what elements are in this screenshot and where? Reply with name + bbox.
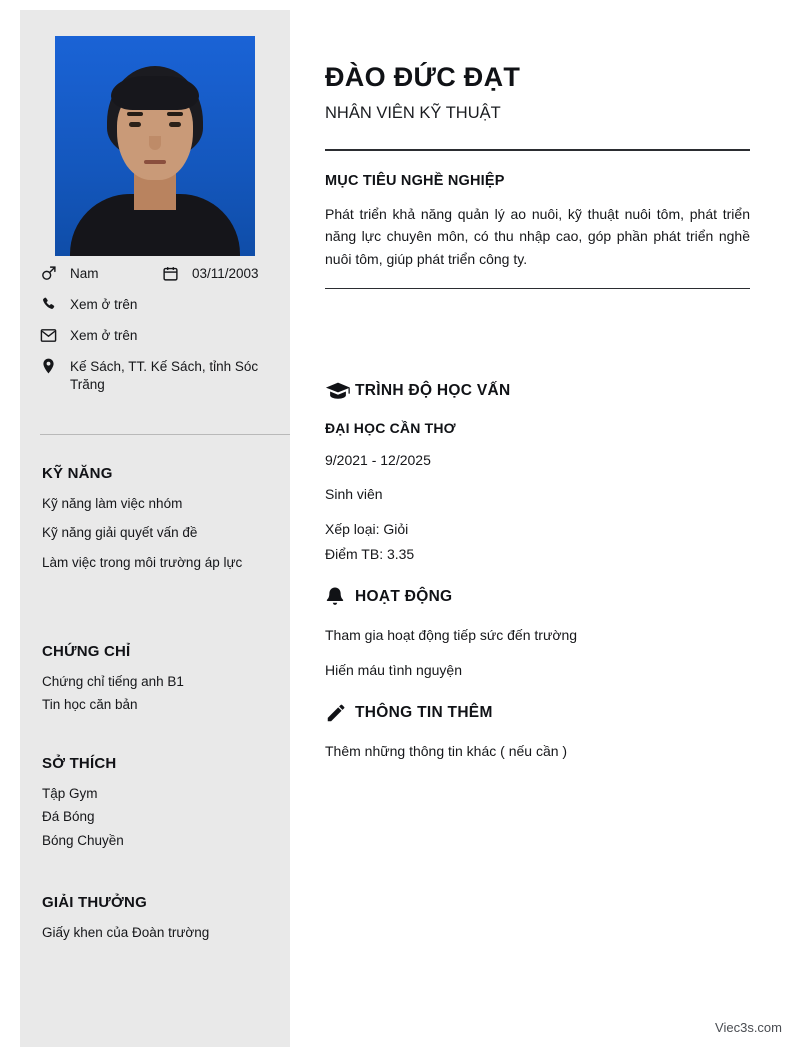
email-value: Xem ở trên — [70, 327, 138, 343]
list-item: Kỹ năng làm việc nhóm — [42, 496, 183, 511]
phone-icon — [40, 296, 62, 313]
education-role: Sinh viên — [325, 486, 383, 503]
activity-item: Tham gia hoạt động tiếp sức đến trường — [325, 627, 578, 644]
contact-row — [40, 296, 280, 314]
education-classification: Xếp loại: Giỏi — [325, 520, 409, 537]
additional-title: THÔNG TIN THÊM — [355, 703, 493, 721]
sidebar — [20, 10, 290, 1047]
additional-header — [325, 702, 777, 724]
page-title: ĐÀO ĐỨC ĐẠT — [325, 62, 521, 92]
contact-row — [40, 358, 280, 394]
additional-text: Thêm những thông tin khác ( nếu cần ) — [325, 742, 568, 759]
list-item: Đá Bóng — [42, 809, 95, 825]
watermark: Viec3s.com — [715, 1020, 782, 1035]
certificates-section — [42, 643, 290, 719]
education-gpa: Điểm TB: 3.35 — [325, 545, 415, 562]
contact-row — [40, 327, 280, 345]
address-value: Kế Sách, TT. Kế Sách, tỉnh Sóc Trăng — [70, 358, 259, 392]
education-period: 9/2021 - 12/2025 — [325, 452, 431, 469]
list-item: Tin học căn bản — [42, 697, 138, 713]
interests-section — [42, 755, 290, 854]
list-item: Chứng chỉ tiếng anh B1 — [42, 674, 184, 689]
calendar-icon — [162, 265, 184, 282]
list-item: Bóng Chuyền — [42, 832, 124, 848]
skills-section — [42, 465, 290, 582]
interests-title: SỞ THÍCH — [42, 755, 117, 772]
pencil-icon — [325, 702, 355, 724]
phone-value: Xem ở trên — [70, 296, 138, 312]
activity-item: Hiến máu tình nguyện — [325, 661, 462, 678]
objective-title: MỤC TIÊU NGHỀ NGHIỆP — [325, 172, 505, 189]
certificates-title: CHỨNG CHỈ — [42, 643, 131, 660]
gender-value: Nam — [70, 266, 99, 281]
graduation-cap-icon — [325, 381, 355, 401]
location-pin-icon — [40, 358, 62, 375]
contact-block — [40, 265, 280, 407]
birthday-value: 03/11/2003 — [192, 266, 259, 281]
main-column — [325, 0, 777, 761]
portrait-photo — [55, 36, 255, 256]
objective-text: Phát triển khả năng quản lý ao nuôi, kỹ thuật nuôi tôm, phát triển năng lực chuyên môn, có thu nhập cao, góp phần phát triển nghề nuôi tôm, giúp phát triển công ty. — [325, 205, 750, 267]
job-title: NHÂN VIÊN KỸ THUẬT — [325, 104, 501, 122]
list-item: Kỹ năng giải quyết vấn đề — [42, 525, 198, 541]
awards-title: GIẢI THƯỞNG — [42, 894, 147, 911]
list-item: Làm việc trong môi trường áp lực — [42, 554, 243, 570]
education-header — [325, 381, 777, 401]
activities-title: HOẠT ĐỘNG — [355, 588, 453, 606]
gender-icon — [40, 265, 62, 282]
envelope-icon — [40, 327, 62, 344]
education-school: ĐẠI HỌC CẦN THƠ — [325, 420, 456, 437]
activities-header — [325, 586, 777, 608]
bell-icon — [325, 586, 355, 608]
education-title: TRÌNH ĐỘ HỌC VẤN — [355, 382, 511, 400]
list-item: Giấy khen của Đoàn trường — [42, 925, 210, 940]
awards-section — [42, 894, 290, 946]
avatar — [55, 36, 255, 256]
divider — [325, 149, 750, 151]
divider — [325, 288, 750, 290]
skills-title: KỸ NĂNG — [42, 465, 113, 482]
sidebar-divider — [40, 434, 290, 435]
list-item: Tập Gym — [42, 786, 98, 801]
contact-row — [40, 265, 280, 283]
